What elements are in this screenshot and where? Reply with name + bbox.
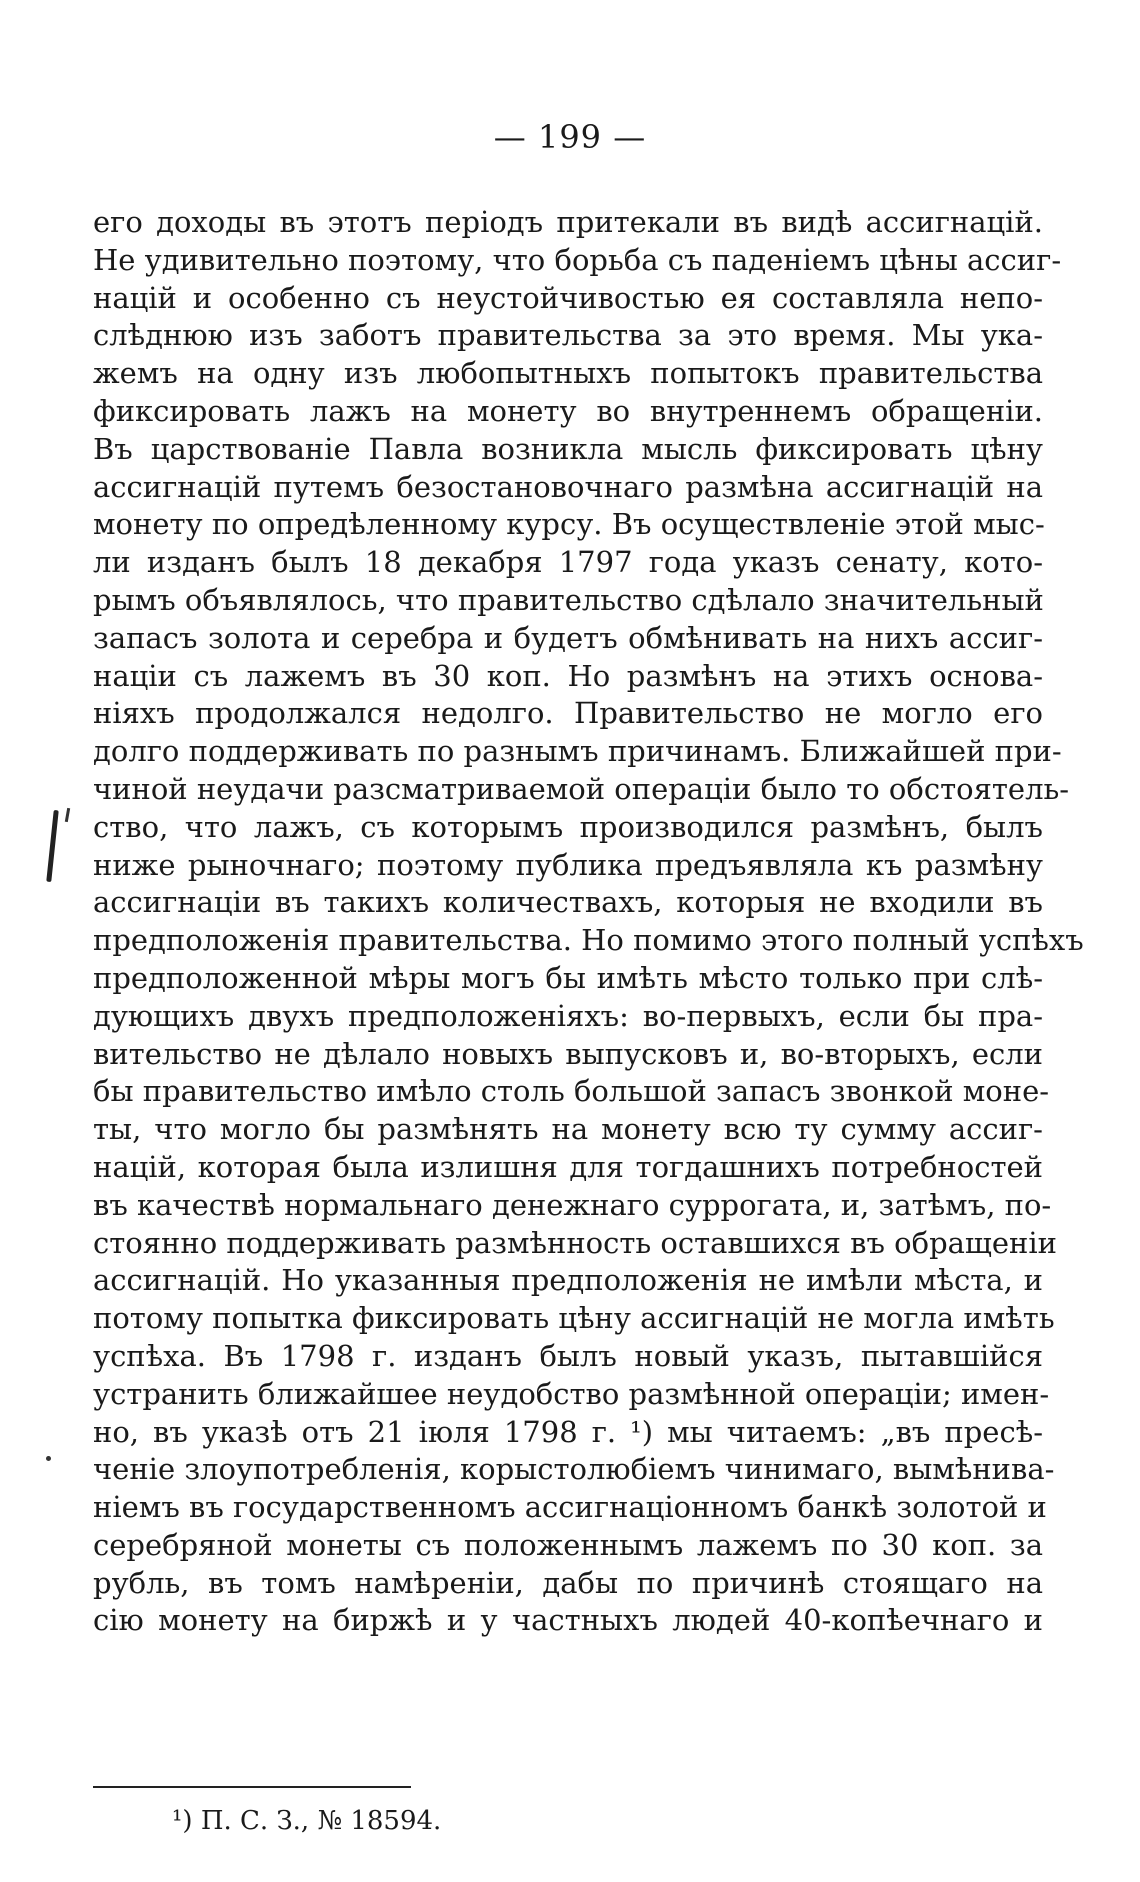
text-line: успѣха. Въ 1798 г. изданъ былъ новый указъ, пытавшійся [93,1338,1043,1373]
text-line: фиксировать лажъ на монету во внутреннемъ обращеніи. [93,393,1043,428]
text-line: жемъ на одну изъ любопытныхъ попытокъ правительства [93,356,1043,391]
footnote: ¹) П. С. З., № 18594. [172,1806,442,1836]
text-line: бы правительство имѣло столь большой запасъ звонкой моне- [93,1074,1050,1109]
text-line: вительство не дѣлало новыхъ выпусковъ и, во-вторыхъ, если [93,1036,1043,1071]
margin-pencil-mark [46,810,58,882]
text-line: ли изданъ былъ 18 декабря 1797 года указъ сенату, кото- [93,545,1043,580]
text-line: слѣднюю изъ заботъ правительства за это время. Мы ука- [93,318,1043,353]
footnote-divider [93,1786,411,1788]
text-line: чиной неудачи разсматриваемой операціи было то обстоятель- [93,771,1070,806]
text-line: рубль, въ томъ намѣреніи, дабы по причинѣ стоящаго на [93,1565,1043,1600]
text-line: Не удивительно поэтому, что борьба съ паденіемъ цѣны ассиг- [93,242,1062,277]
text-line: ниже рыночнаго; поэтому публика предъявляла къ размѣну [93,847,1043,882]
body-text [93,204,1084,1640]
text-line: запасъ золота и серебра и будетъ обмѣнивать на нихъ ассиг- [93,620,1043,655]
text-line: предположенной мѣры могъ бы имѣть мѣсто только при слѣ- [93,960,1043,995]
text-line: устранить ближайшее неудобство размѣнной операціи; имен- [93,1376,1050,1411]
text-line: ство, что лажъ, съ которымъ производился размѣнъ, былъ [93,809,1043,844]
text-line: дующихъ двухъ предположеніяхъ: во-первыхъ, если бы пра- [93,998,1043,1033]
text-line: націи съ лажемъ въ 30 коп. Но размѣнъ на этихъ основа- [93,658,1043,693]
text-line: долго поддерживать по разнымъ причинамъ. Ближайшей при- [93,734,1062,769]
text-line: его доходы въ этотъ періодъ притекали въ видѣ ассигнацій. [93,205,1043,239]
text-line: сію монету на биржѣ и у частныхъ людей 40-копѣечнаго и [93,1603,1043,1638]
text-line: монету по опредѣленному курсу. Въ осуществленіе этой мыс- [93,507,1045,542]
text-line: ассигнацій путемъ безостановочнаго размѣна ассигнацій на [93,469,1043,504]
text-line: ченіе злоупотребленія, корыстолюбіемъ чинимаго, вымѣнива- [93,1452,1055,1487]
text-line: серебряной монеты съ положеннымъ лажемъ по 30 коп. за [93,1527,1043,1562]
text-line: Въ царствованіе Павла возникла мысль фиксировать цѣну [93,431,1043,466]
text-line: но, въ указѣ отъ 21 іюля 1798 г. ¹) мы читаемъ: „въ пресѣ- [93,1414,1043,1449]
text-line: ніяхъ продолжался недолго. Правительство не могло его [93,696,1043,731]
text-line: ты, что могло бы размѣнять на монету всю ту сумму ассиг- [93,1112,1043,1147]
text-line: ніемъ въ государственномъ ассигнаціонномъ банкѣ золотой и [93,1490,1047,1525]
text-line: потому попытка фиксировать цѣну ассигнацій не могла имѣть [93,1301,1055,1336]
text-line: стоянно поддерживать размѣнность оставшихся въ обращеніи [93,1225,1057,1260]
margin-pencil-tick [65,808,70,822]
text-line: націй и особенно съ неустойчивостью ея составляла непо- [93,280,1043,315]
text-line: ассигнацій. Но указанныя предположенія не имѣли мѣста, и [93,1263,1043,1298]
text-line: рымъ объявлялось, что правительство сдѣлало значительный [93,582,1044,617]
text-line: ассигнаціи въ такихъ количествахъ, которыя не входили въ [93,885,1043,920]
text-line: въ качествѣ нормальнаго денежнаго суррогата, и, затѣмъ, по- [93,1187,1052,1222]
text-line: предположенія правительства. Но помимо этого полный успѣхъ [93,923,1084,958]
text-line: націй, которая была излишня для тогдашнихъ потребностей [93,1149,1043,1184]
margin-dot [46,1456,51,1461]
page-number: — 199 — [493,118,647,156]
